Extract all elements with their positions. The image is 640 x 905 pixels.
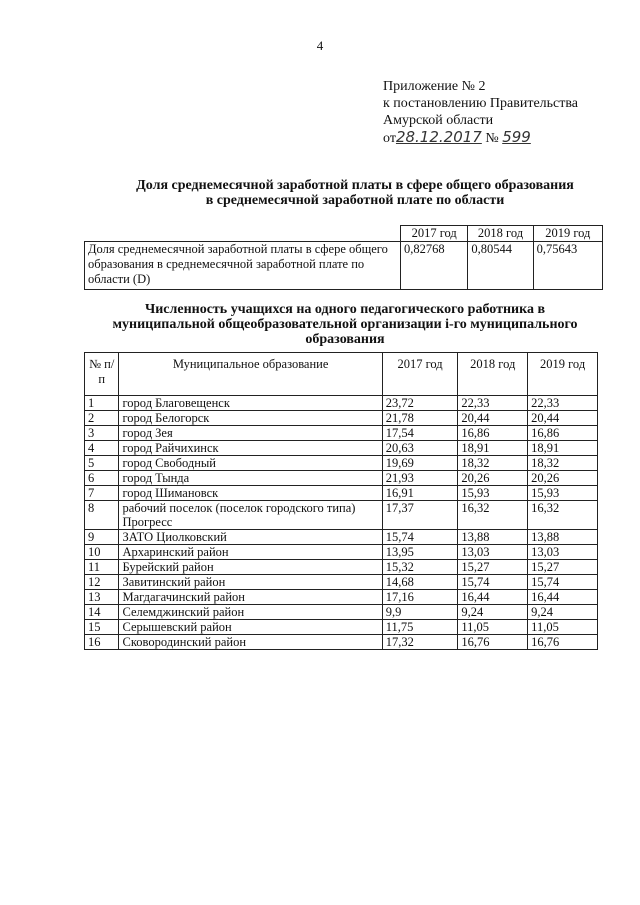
table-row <box>85 411 598 426</box>
row-number: 14 <box>85 605 119 620</box>
table-row <box>85 456 598 471</box>
page-number: 4 <box>316 38 324 53</box>
municipality-name: ЗАТО Циолковский <box>119 530 382 545</box>
value-2018: 18,91 <box>458 441 528 456</box>
municipality-name: Бурейский район <box>119 560 382 575</box>
row-number: 7 <box>85 486 119 501</box>
municipality-name: Магдагачинский район <box>119 590 382 605</box>
value-2018: 16,86 <box>458 426 528 441</box>
value-2018: 15,27 <box>458 560 528 575</box>
table-row <box>85 242 603 290</box>
section2-title <box>85 302 605 347</box>
municipality-name: Серышевский район <box>119 620 382 635</box>
appendix-line-1: Приложение № 2 <box>383 79 486 94</box>
row-number: 5 <box>85 456 119 471</box>
value-2018: 20,26 <box>458 471 528 486</box>
section1-title <box>110 178 600 208</box>
value-2018: 16,32 <box>458 501 528 530</box>
table-row <box>85 501 598 530</box>
table-row <box>85 396 598 411</box>
row-number: 1 <box>85 396 119 411</box>
table-row <box>85 530 598 545</box>
value-2019: 0,75643 <box>533 242 602 290</box>
row-number: 4 <box>85 441 119 456</box>
value-2017: 9,9 <box>382 605 458 620</box>
students-per-teacher-table <box>84 352 598 650</box>
value-2019: 18,91 <box>528 441 598 456</box>
row-number: 15 <box>85 620 119 635</box>
header-2019: 2019 год <box>528 353 598 396</box>
value-2019: 22,33 <box>528 396 598 411</box>
value-2019: 20,26 <box>528 471 598 486</box>
value-2019: 9,24 <box>528 605 598 620</box>
value-2017: 21,78 <box>382 411 458 426</box>
value-2019: 15,93 <box>528 486 598 501</box>
value-2017: 23,72 <box>382 396 458 411</box>
value-2018: 0,80544 <box>468 242 533 290</box>
section2-title-line-1: Численность учащихся на одного педагогического работника в <box>144 302 546 317</box>
value-2017: 16,91 <box>382 486 458 501</box>
municipality-name: Архаринский район <box>119 545 382 560</box>
row-number: 16 <box>85 635 119 650</box>
value-2017: 13,95 <box>382 545 458 560</box>
section2-title-line-2: муниципальной общеобразовательной организации i-го муниципального <box>112 317 578 332</box>
value-2019: 13,03 <box>528 545 598 560</box>
value-2018: 15,93 <box>458 486 528 501</box>
header-municipality: Муниципальное образование <box>119 353 382 396</box>
table-row <box>85 426 598 441</box>
row-number: 2 <box>85 411 119 426</box>
value-2018: 9,24 <box>458 605 528 620</box>
handwritten-date: 28.12.2017 <box>395 128 482 146</box>
table-row <box>85 575 598 590</box>
value-2019: 18,32 <box>528 456 598 471</box>
value-2017: 17,37 <box>382 501 458 530</box>
value-2018: 11,05 <box>458 620 528 635</box>
header-2019: 2019 год <box>533 226 602 242</box>
section1-title-line-1: Доля среднемесячной заработной платы в сфере общего образования <box>136 178 574 193</box>
table-header-row <box>85 353 598 396</box>
municipality-name: город Белогорск <box>119 411 382 426</box>
header-2018: 2018 год <box>458 353 528 396</box>
value-2017: 19,69 <box>382 456 458 471</box>
header-2018: 2018 год <box>468 226 533 242</box>
share-salary-table <box>84 225 603 290</box>
header-2017: 2017 год <box>401 226 468 242</box>
row-number: 3 <box>85 426 119 441</box>
value-2018: 22,33 <box>458 396 528 411</box>
value-2017: 0,82768 <box>401 242 468 290</box>
value-2018: 13,03 <box>458 545 528 560</box>
number-prefix: № <box>485 131 499 146</box>
municipality-name: город Благовещенск <box>119 396 382 411</box>
header-2017: 2017 год <box>382 353 458 396</box>
empty-header-cell <box>85 226 401 242</box>
row-number: 10 <box>85 545 119 560</box>
municipality-name: Завитинский район <box>119 575 382 590</box>
value-2019: 16,44 <box>528 590 598 605</box>
value-2019: 16,32 <box>528 501 598 530</box>
value-2018: 13,88 <box>458 530 528 545</box>
value-2018: 16,76 <box>458 635 528 650</box>
value-2019: 20,44 <box>528 411 598 426</box>
table-row <box>85 605 598 620</box>
value-2018: 20,44 <box>458 411 528 426</box>
value-2019: 11,05 <box>528 620 598 635</box>
row-number: 8 <box>85 501 119 530</box>
value-2017: 15,32 <box>382 560 458 575</box>
row-number: 13 <box>85 590 119 605</box>
section1-title-line-2: в среднемесячной заработной плате по области <box>205 193 505 208</box>
municipality-name: город Свободный <box>119 456 382 471</box>
row-number: 9 <box>85 530 119 545</box>
date-prefix: от <box>383 131 396 146</box>
table-row <box>85 620 598 635</box>
value-2018: 15,74 <box>458 575 528 590</box>
value-2017: 20,63 <box>382 441 458 456</box>
appendix-date-line <box>383 129 578 147</box>
municipality-name: Селемджинский район <box>119 605 382 620</box>
value-2017: 17,54 <box>382 426 458 441</box>
section2-title-line-3: образования <box>305 332 385 347</box>
value-2017: 21,93 <box>382 471 458 486</box>
table-row <box>85 635 598 650</box>
value-2018: 18,32 <box>458 456 528 471</box>
value-2017: 17,16 <box>382 590 458 605</box>
table-header-row <box>85 226 603 242</box>
value-2019: 13,88 <box>528 530 598 545</box>
handwritten-number: 599 <box>502 128 531 146</box>
appendix-block <box>383 78 578 147</box>
table-row <box>85 560 598 575</box>
row-number: 12 <box>85 575 119 590</box>
value-2017: 14,68 <box>382 575 458 590</box>
table-row <box>85 545 598 560</box>
value-2017: 11,75 <box>382 620 458 635</box>
row-number: 6 <box>85 471 119 486</box>
municipality-name: город Райчихинск <box>119 441 382 456</box>
table-row <box>85 590 598 605</box>
municipality-name: город Шимановск <box>119 486 382 501</box>
value-2019: 16,86 <box>528 426 598 441</box>
value-2017: 17,32 <box>382 635 458 650</box>
value-2019: 16,76 <box>528 635 598 650</box>
header-num: № п/п <box>85 353 119 396</box>
municipality-name: город Зея <box>119 426 382 441</box>
row-label: Доля среднемесячной заработной платы в сфере общего образования в среднемесячной заработной плате по области (D) <box>85 242 401 290</box>
appendix-line-2: к постановлению Правительства <box>383 96 579 111</box>
value-2017: 15,74 <box>382 530 458 545</box>
value-2019: 15,27 <box>528 560 598 575</box>
municipality-name: Сковородинский район <box>119 635 382 650</box>
table-row <box>85 471 598 486</box>
value-2019: 15,74 <box>528 575 598 590</box>
municipality-name: рабочий поселок (поселок городского типа) Прогресс <box>119 501 382 530</box>
appendix-line-3: Амурской области <box>383 113 494 128</box>
row-number: 11 <box>85 560 119 575</box>
table-row <box>85 486 598 501</box>
value-2018: 16,44 <box>458 590 528 605</box>
table-row <box>85 441 598 456</box>
municipality-name: город Тында <box>119 471 382 486</box>
